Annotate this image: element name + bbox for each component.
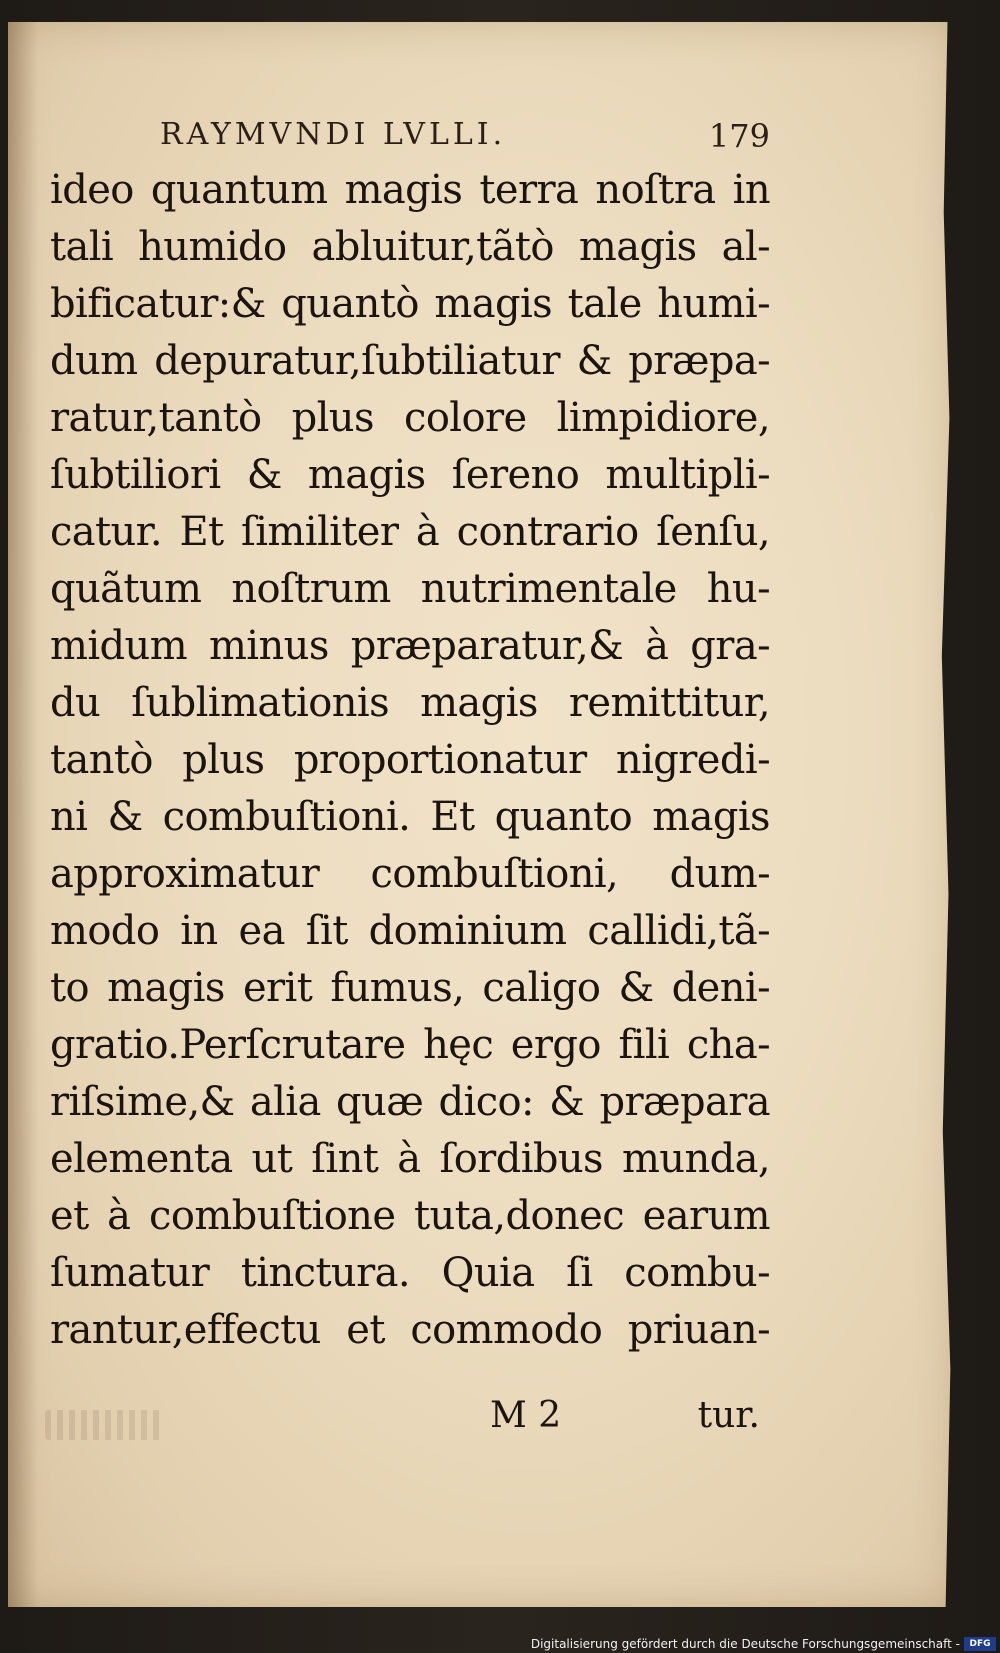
text-line: quãtum noſtrum nutrimentale hu-: [50, 566, 770, 612]
text-line: du ſublimationis magis remittitur,: [50, 680, 770, 726]
text-line: riſsime,& alia quæ dico: & præpara: [50, 1079, 770, 1125]
text-line: rantur,effectu et commodo priuan-: [50, 1307, 770, 1353]
text-line: modo in ea ſit dominium callidi,tã-: [50, 908, 770, 954]
text-line: catur. Et ſimiliter à contrario ſenſu,: [50, 509, 770, 555]
text-line: ratur,tantò plus colore limpidiore,: [50, 395, 770, 441]
body-text: [50, 162, 770, 1359]
text-line: et à combuſtione tuta,donec earum: [50, 1193, 770, 1239]
text-line: to magis erit fumus, caligo & deni-: [50, 965, 770, 1011]
text-line: bificatur:& quantò magis tale humi-: [50, 281, 770, 327]
text-line: tantò plus proportionatur nigredi-: [50, 737, 770, 783]
text-line: gratio.Perſcrutare hęc ergo fili cha-: [50, 1022, 770, 1068]
text-line: dum depuratur,ſubtiliatur & præpa-: [50, 338, 770, 384]
gutter-shadow: [8, 22, 38, 1607]
digitization-credit: Digitalisierung gefördert durch die Deutsche Forschungsgemeinschaft -: [530, 1637, 960, 1651]
text-line: tali humido abluitur,tãtò magis al-: [50, 224, 770, 270]
text-line: ni & combuſtioni. Et quanto magis: [50, 794, 770, 840]
dfg-logo: DFG: [964, 1637, 996, 1651]
signature-line: [490, 1395, 760, 1445]
text-line: ſumatur tinctura. Quia ſi combu-: [50, 1250, 770, 1296]
text-line: ideo quantum magis terra noſtra in: [50, 167, 770, 213]
text-line: approximatur combuſtioni, dum-: [50, 851, 770, 897]
page-number: 179: [708, 117, 770, 155]
text-line: midum minus præparatur,& à gra-: [50, 623, 770, 669]
signature-mark: M 2: [490, 1395, 562, 1436]
ink-bleed-through: [45, 1410, 165, 1440]
text-line: ſubtiliori & magis ſereno multipli-: [50, 452, 770, 498]
text-line: elementa ut ſint à ſordibus munda,: [50, 1136, 770, 1182]
running-head: [160, 117, 770, 167]
catchword: tur.: [697, 1395, 760, 1436]
running-head-title: RAYMVNDI LVLLI.: [160, 117, 507, 152]
